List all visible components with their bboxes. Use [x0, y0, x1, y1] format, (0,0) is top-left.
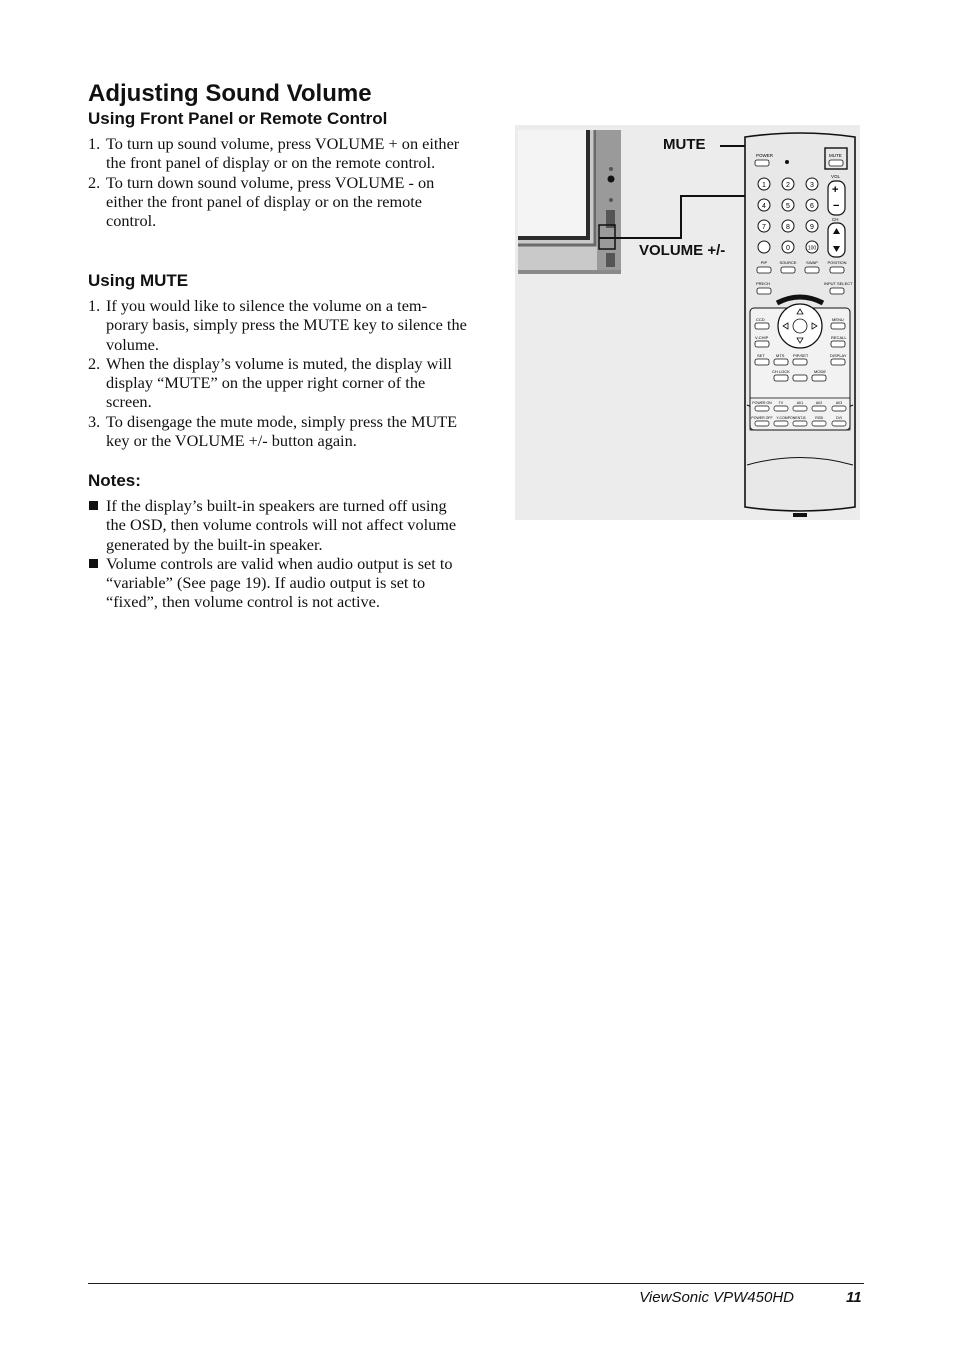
svg-text:POWER: POWER	[756, 153, 774, 158]
svg-text:PRECH: PRECH	[756, 281, 771, 286]
svg-text:1: 1	[762, 182, 766, 189]
svg-text:MTS: MTS	[776, 353, 785, 358]
svg-text:6: 6	[810, 203, 814, 210]
section-title-front-panel: Using Front Panel or Remote Control	[88, 109, 388, 128]
svg-text:SET: SET	[757, 353, 765, 358]
bullet-square-icon	[89, 559, 98, 568]
svg-text:3: 3	[810, 182, 814, 189]
page-title: Adjusting Sound Volume	[88, 80, 372, 107]
svg-text:TV: TV	[778, 401, 784, 405]
svg-text:PIP/SET: PIP/SET	[793, 353, 809, 358]
svg-text:POWER OFF: POWER OFF	[751, 416, 773, 420]
list-item: 2. To turn down sound volume, press VOLUME - on either the front panel of display or on the remote control.	[88, 172, 435, 231]
svg-text:CCD: CCD	[756, 317, 765, 322]
display-side-panel	[518, 130, 621, 274]
footer-brand: ViewSonic VPW450HD	[639, 1289, 794, 1306]
svg-text:RGB: RGB	[815, 416, 823, 420]
svg-text:2: 2	[786, 182, 790, 189]
svg-text:100: 100	[807, 245, 817, 252]
remote-control-illustration	[515, 125, 860, 520]
svg-text:9: 9	[810, 224, 814, 231]
svg-text:AV1: AV1	[796, 401, 804, 405]
list-item: Volume controls are valid when audio output is set to “variable” (See page 19). If audio output is set to “fixed”, then volume control is not active.	[88, 554, 468, 612]
svg-text:Y-COMPONENT-B: Y-COMPONENT-B	[776, 416, 806, 420]
front-panel-steps	[88, 134, 468, 230]
remote-control	[745, 133, 855, 517]
svg-text:PIP: PIP	[760, 260, 768, 265]
list-item: 1. If you would like to silence the volume on a tem-porary basis, simply press the MUTE key to silence the volume.	[88, 296, 467, 354]
svg-text:SOURCE: SOURCE	[779, 260, 797, 265]
svg-text:DISPLAY: DISPLAY	[830, 353, 847, 358]
list-item: 1. To turn up sound volume, press VOLUME + on either the front panel of display or on the remote control.	[88, 134, 460, 173]
section-title-mute: Using MUTE	[88, 271, 189, 290]
svg-text:5: 5	[786, 203, 790, 210]
svg-text:MUTE: MUTE	[829, 153, 842, 158]
mute-callout-label: MUTE	[663, 136, 706, 153]
svg-text:DVI: DVI	[836, 416, 842, 420]
svg-text:VOL: VOL	[831, 174, 841, 179]
svg-text:+: +	[832, 184, 839, 196]
svg-text:POWER ON: POWER ON	[752, 401, 772, 405]
notes-list	[88, 496, 468, 612]
svg-text:MENU: MENU	[832, 317, 844, 322]
svg-text:0: 0	[786, 245, 790, 252]
svg-text:8: 8	[786, 224, 790, 231]
svg-text:INPUT SELECT: INPUT SELECT	[824, 281, 853, 286]
svg-text:7: 7	[762, 224, 766, 231]
mute-steps	[88, 296, 468, 450]
svg-text:SWAP: SWAP	[806, 260, 818, 265]
svg-text:MODE: MODE	[814, 369, 826, 374]
page-number: 11	[846, 1289, 862, 1306]
remote-power-button	[755, 160, 769, 166]
volume-callout-label: VOLUME +/-	[639, 242, 726, 259]
footer-divider	[88, 1283, 864, 1284]
svg-text:AV2: AV2	[815, 401, 823, 405]
svg-text:4: 4	[762, 203, 766, 210]
svg-text:V-CHIP: V-CHIP	[755, 335, 769, 340]
svg-text:−: −	[833, 200, 840, 212]
svg-text:POSITION: POSITION	[827, 260, 847, 265]
svg-text:CH LOCK: CH LOCK	[772, 369, 790, 374]
list-item: If the display’s built-in speakers are turned off using the OSD, then volume controls will not affect volume generated by the built-in speaker.	[88, 496, 468, 554]
remote-mute-button	[829, 160, 843, 166]
svg-text:CH: CH	[832, 217, 839, 222]
svg-text:RECALL: RECALL	[831, 335, 847, 340]
bullet-square-icon	[89, 501, 98, 510]
svg-text:AV3: AV3	[835, 401, 843, 405]
list-item: 3. To disengage the mute mode, simply press the MUTE key or the VOLUME +/- button again.	[88, 411, 458, 451]
list-item: 2. When the display’s volume is muted, the display will display “MUTE” on the upper right corner of the screen.	[88, 353, 452, 412]
notes-title: Notes:	[88, 471, 141, 490]
